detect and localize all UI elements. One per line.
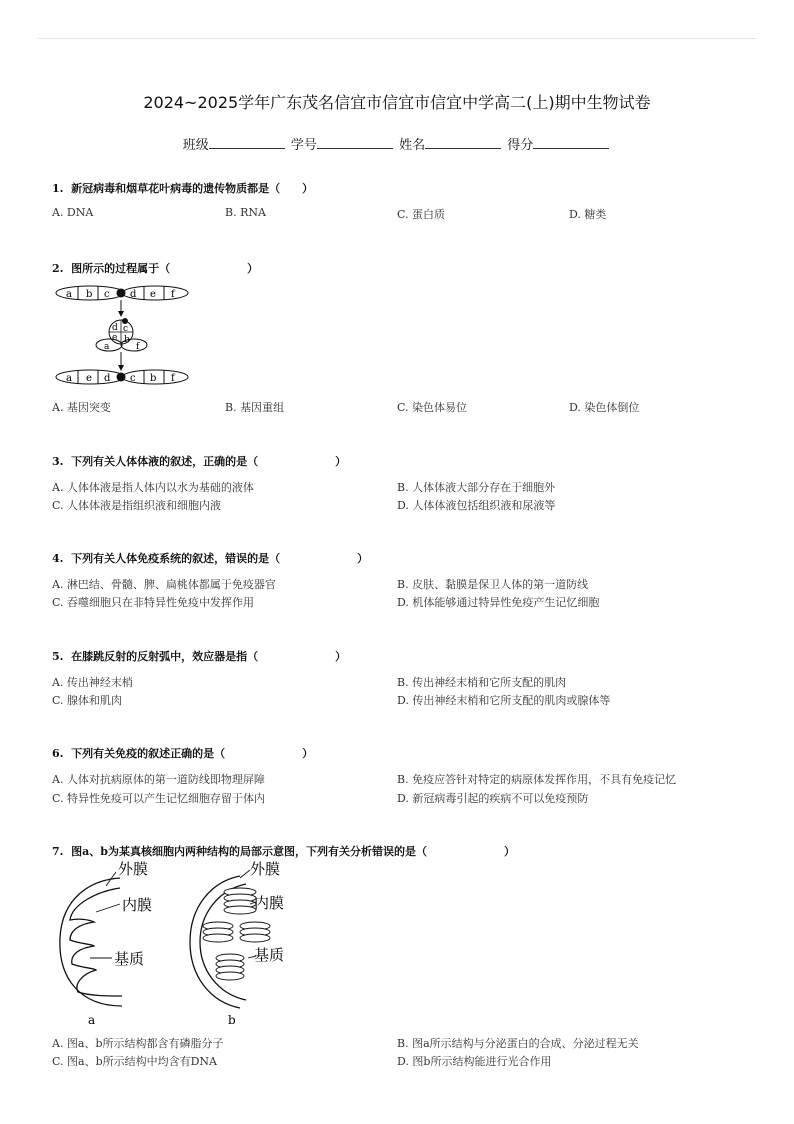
- question-text: 图所示的过程属于（ ）: [71, 262, 259, 275]
- top-chromosome: [56, 286, 188, 300]
- gene-label: f: [171, 373, 175, 384]
- option-a[interactable]: A. 基因突变: [52, 401, 111, 414]
- question-3: [52, 453, 346, 469]
- gene-label: a: [104, 342, 110, 352]
- question-text: 在膝跳反射的反射弧中，效应器是指（ ）: [71, 650, 347, 663]
- student-info-line: [0, 134, 794, 153]
- question-number: 7.: [52, 845, 64, 858]
- option-b[interactable]: B. 基因重组: [225, 401, 285, 414]
- question-text: 下列有关人体体液的叙述，正确的是（ ）: [71, 455, 347, 468]
- option-d[interactable]: D. 机体能够通过特异性免疫产生记忆细胞: [397, 596, 600, 609]
- option-a[interactable]: A. 人体体液是指人体内以水为基础的液体: [52, 481, 254, 494]
- gene-label: c: [123, 324, 129, 334]
- gene-label: c: [130, 373, 136, 384]
- matrix-label: 基质: [254, 946, 285, 964]
- matrix-label: 基质: [114, 950, 145, 968]
- option-b[interactable]: B. 人体体液大部分存在于细胞外: [397, 481, 556, 494]
- option-d[interactable]: D. 图b所示结构能进行光合作用: [397, 1055, 552, 1068]
- name-blank[interactable]: [425, 136, 501, 149]
- centromere: [117, 373, 126, 382]
- figure-a-mitochondrion: [60, 878, 122, 1006]
- question-7: [52, 843, 515, 859]
- question-number: 6.: [52, 747, 64, 760]
- gene-label: e: [112, 333, 118, 343]
- question-5: [52, 648, 346, 664]
- chromosome-inversion-figure: [54, 280, 194, 390]
- question-text: 新冠病毒和烟草花叶病毒的遗传物质都是（ ）: [71, 182, 314, 195]
- question-number: 1.: [52, 182, 64, 195]
- option-c[interactable]: C. 染色体易位: [397, 401, 468, 414]
- option-a[interactable]: A. 图a、b所示结构都含有磷脂分子: [52, 1037, 224, 1050]
- option-c[interactable]: C. 图a、b所示结构中均含有DNA: [52, 1055, 218, 1068]
- question-number: 3.: [52, 455, 64, 468]
- option-d[interactable]: D. 染色体倒位: [569, 401, 640, 414]
- option-c[interactable]: C. 蛋白质: [397, 208, 446, 221]
- class-label: 班级: [182, 138, 209, 153]
- option-d[interactable]: D. 传出神经末梢和它所支配的肌肉或腺体等: [397, 694, 611, 707]
- gene-label: d: [130, 289, 137, 300]
- outer-membrane-label: 外膜: [118, 860, 149, 878]
- option-b[interactable]: B. 免疫应答针对特定的病原体发挥作用，不具有免疫记忆: [397, 773, 677, 786]
- class-blank[interactable]: [209, 136, 285, 149]
- gene-label: a: [66, 373, 72, 384]
- option-b[interactable]: B. RNA: [225, 206, 266, 219]
- figure-a-caption: a: [88, 1013, 96, 1027]
- gene-label: d: [104, 373, 111, 384]
- gene-label: b: [124, 335, 130, 345]
- centromere: [117, 289, 126, 298]
- question-number: 4.: [52, 552, 64, 565]
- question-text: 下列有关免疫的叙述正确的是（ ）: [71, 747, 314, 760]
- page-title: 2024~2025学年广东茂名信宜市信宜市信宜中学高二(上)期中生物试卷: [143, 93, 651, 112]
- gene-label: b: [150, 373, 157, 384]
- gene-label: e: [150, 289, 156, 300]
- figure-b-caption: b: [228, 1013, 236, 1027]
- organelle-figure: [50, 858, 300, 1030]
- gene-label: b: [86, 289, 93, 300]
- top-divider: [38, 38, 756, 39]
- option-a[interactable]: A. 淋巴结、骨髓、脾、扁桃体都属于免疫器官: [52, 578, 276, 591]
- question-4: [52, 550, 368, 566]
- option-b[interactable]: B. 皮肤、黏膜是保卫人体的第一道防线: [397, 578, 589, 591]
- id-label: 学号: [290, 138, 317, 153]
- name-label: 姓名: [399, 138, 426, 153]
- option-d[interactable]: D. 新冠病毒引起的疾病不可以免疫预防: [397, 792, 589, 805]
- inner-membrane-label: 内膜: [122, 896, 153, 914]
- option-c[interactable]: C. 腺体和肌肉: [52, 694, 123, 707]
- gene-label: f: [171, 289, 175, 300]
- option-a[interactable]: A. 人体对抗病原体的第一道防线即物理屏障: [52, 773, 265, 786]
- outer-membrane-label: 外膜: [250, 860, 281, 878]
- option-b[interactable]: B. 传出神经末梢和它所支配的肌肉: [397, 676, 567, 689]
- option-c[interactable]: C. 特异性免疫可以产生记忆细胞存留于体内: [52, 792, 266, 805]
- inner-membrane-label: 内膜: [254, 894, 285, 912]
- option-a[interactable]: A. 传出神经末梢: [52, 676, 133, 689]
- gene-label: d: [112, 323, 118, 333]
- question-text: 下列有关人体免疫系统的叙述，错误的是（ ）: [71, 552, 369, 565]
- inversion-loop: [96, 318, 147, 352]
- bottom-chromosome: [56, 370, 188, 384]
- option-c[interactable]: C. 人体体液是指组织液和细胞内液: [52, 499, 222, 512]
- score-blank[interactable]: [533, 136, 609, 149]
- question-6: [52, 745, 313, 761]
- question-2: [52, 260, 258, 276]
- gene-label: f: [136, 342, 140, 352]
- score-label: 得分: [507, 138, 534, 153]
- question-1: [52, 180, 313, 196]
- question-text: 图a、b为某真核细胞内两种结构的局部示意图，下列有关分析错误的是（ ）: [71, 845, 515, 858]
- option-a[interactable]: A. DNA: [52, 206, 94, 219]
- option-b[interactable]: B. 图a所示结构与分泌蛋白的合成、分泌过程无关: [397, 1037, 639, 1050]
- question-number: 2.: [52, 262, 64, 275]
- id-blank[interactable]: [317, 136, 393, 149]
- option-d[interactable]: D. 人体体液包括组织液和尿液等: [397, 499, 556, 512]
- option-c[interactable]: C. 吞噬细胞只在非特异性免疫中发挥作用: [52, 596, 255, 609]
- gene-label: e: [86, 373, 92, 384]
- question-number: 5.: [52, 650, 64, 663]
- gene-label: a: [66, 289, 72, 300]
- gene-label: c: [104, 289, 110, 300]
- option-d[interactable]: D. 糖类: [569, 208, 607, 221]
